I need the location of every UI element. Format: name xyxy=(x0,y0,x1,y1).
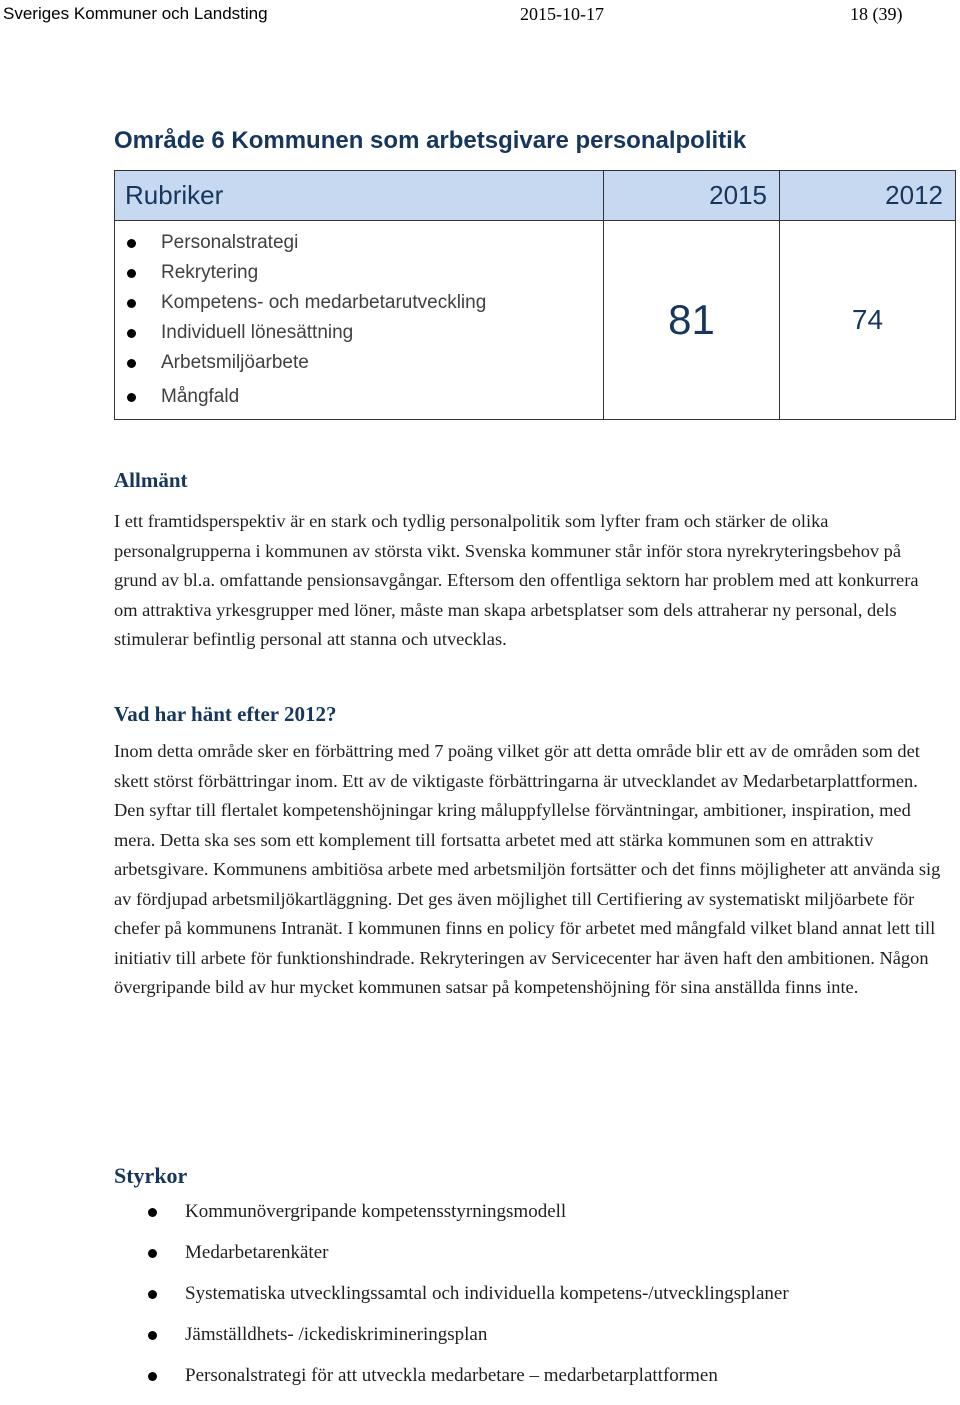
bullet-icon xyxy=(127,393,136,402)
styrka-label: Personalstrategi för att utveckla medarbetare – medarbetarplattformen xyxy=(185,1365,718,1386)
score-table-header-row xyxy=(115,171,956,221)
header-cell-2015: 2015 xyxy=(604,171,780,221)
header-organization: Sveriges Kommuner och Landsting xyxy=(3,4,268,23)
bullet-icon xyxy=(148,1331,157,1340)
allmant-paragraph: I ett framtidsperspektiv är en stark och tydlig personalpolitik som lyfter fram och stärker de olika personalgrupperna i kommunen av största vikt. Svenska kommuner står inför stora nyrekryteringsbehov på grund av bl.a. omfattande pensionsavgångar. Eftersom den offentliga sektorn har problem med att konkurrera om attraktiva yrkesgrupper med löner, måste man skapa arbetsplatser som dels attraherar ny personal, dels stimulerar befintlig personal att stanna och utvecklas. xyxy=(114,511,919,649)
header-page-number: 18 (39) xyxy=(850,4,903,24)
topic-label: Arbetsmiljöarbete xyxy=(161,352,309,373)
score-table-row xyxy=(115,221,956,420)
styrka-label: Jämställdhets- /ickediskrimineringsplan xyxy=(185,1324,488,1345)
list-item xyxy=(127,348,603,378)
bullet-icon xyxy=(127,239,136,248)
styrkor-list xyxy=(114,1200,944,1405)
styrka-label: Kommunövergripande kompetensstyrningsmodell xyxy=(185,1201,567,1222)
header-cell-2012: 2012 xyxy=(780,171,956,221)
styrkor-heading: Styrkor xyxy=(114,1163,188,1188)
bullet-icon xyxy=(148,1208,157,1217)
list-item xyxy=(127,288,603,318)
styrka-label: Medarbetarenkäter xyxy=(185,1242,329,1263)
topic-label: Individuell lönesättning xyxy=(161,322,354,343)
allmant-heading: Allmänt xyxy=(114,468,188,492)
page-title: Område 6 Kommunen som arbetsgivare personalpolitik xyxy=(114,127,747,154)
score-table xyxy=(114,170,956,420)
topic-label: Kompetens- och medarbetarutveckling xyxy=(161,292,487,313)
list-item xyxy=(127,258,603,288)
list-item xyxy=(114,1364,944,1405)
bullet-icon xyxy=(127,269,136,278)
list-item xyxy=(127,228,603,258)
topic-label: Rekrytering xyxy=(161,262,259,283)
bullet-icon xyxy=(148,1249,157,1258)
topic-label: Mångfald xyxy=(161,386,240,407)
score-2012: 74 xyxy=(780,221,956,420)
list-item xyxy=(114,1241,944,1282)
list-item xyxy=(114,1323,944,1364)
list-item xyxy=(114,1200,944,1241)
header-date: 2015-10-17 xyxy=(520,4,604,24)
list-item xyxy=(114,1282,944,1323)
vad-har-hant-heading: Vad har hänt efter 2012? xyxy=(114,702,337,726)
topic-label: Personalstrategi xyxy=(161,232,299,253)
bullet-icon xyxy=(127,299,136,308)
list-item xyxy=(127,382,603,412)
list-item xyxy=(127,318,603,348)
bullet-icon xyxy=(127,329,136,338)
bullet-icon xyxy=(148,1290,157,1299)
topics-cell xyxy=(115,221,604,420)
styrka-label: Systematiska utvecklingssamtal och individuella kompetens-/utvecklingsplaner xyxy=(185,1283,789,1304)
topics-list xyxy=(115,228,603,412)
header-cell-rubriker: Rubriker xyxy=(115,171,604,221)
vad-har-hant-paragraph: Inom detta område sker en förbättring med 7 poäng vilket gör att detta område blir ett av de områden som det skett störst förbättringar inom. Ett av de viktigaste förbättringarna är utvecklandet av Medarbetarplattformen. Den syftar till flertalet kompetenshöjningar kring måluppfyllelse förväntningar, ambitioner, inspiration, med mera. Detta ska ses som ett komplement till fortsatta arbetet med att stärka kommunen som en attraktiv arbetsgivare. Kommunens ambitiösa arbete med arbetsmiljön fortsätter och det finns möjligheter att använda sig av fördjupad arbetsmiljökartläggning. Det ges även möjlighet till Certifiering av systematiskt miljöarbete för chefer på kommunens Intranät. I kommunen finns en policy för arbetet med mångfald vilket bland annat lett till initiativ till arbete för funktionshindrade. Rekryteringen av Servicecenter har även haft den ambitionen. Någon övergripande bild av hur mycket kommunen satsar på kompetenshöjning för sina anställda finns inte. xyxy=(114,741,941,997)
bullet-icon xyxy=(127,359,136,368)
bullet-icon xyxy=(148,1372,157,1381)
score-2015: 81 xyxy=(604,221,780,420)
